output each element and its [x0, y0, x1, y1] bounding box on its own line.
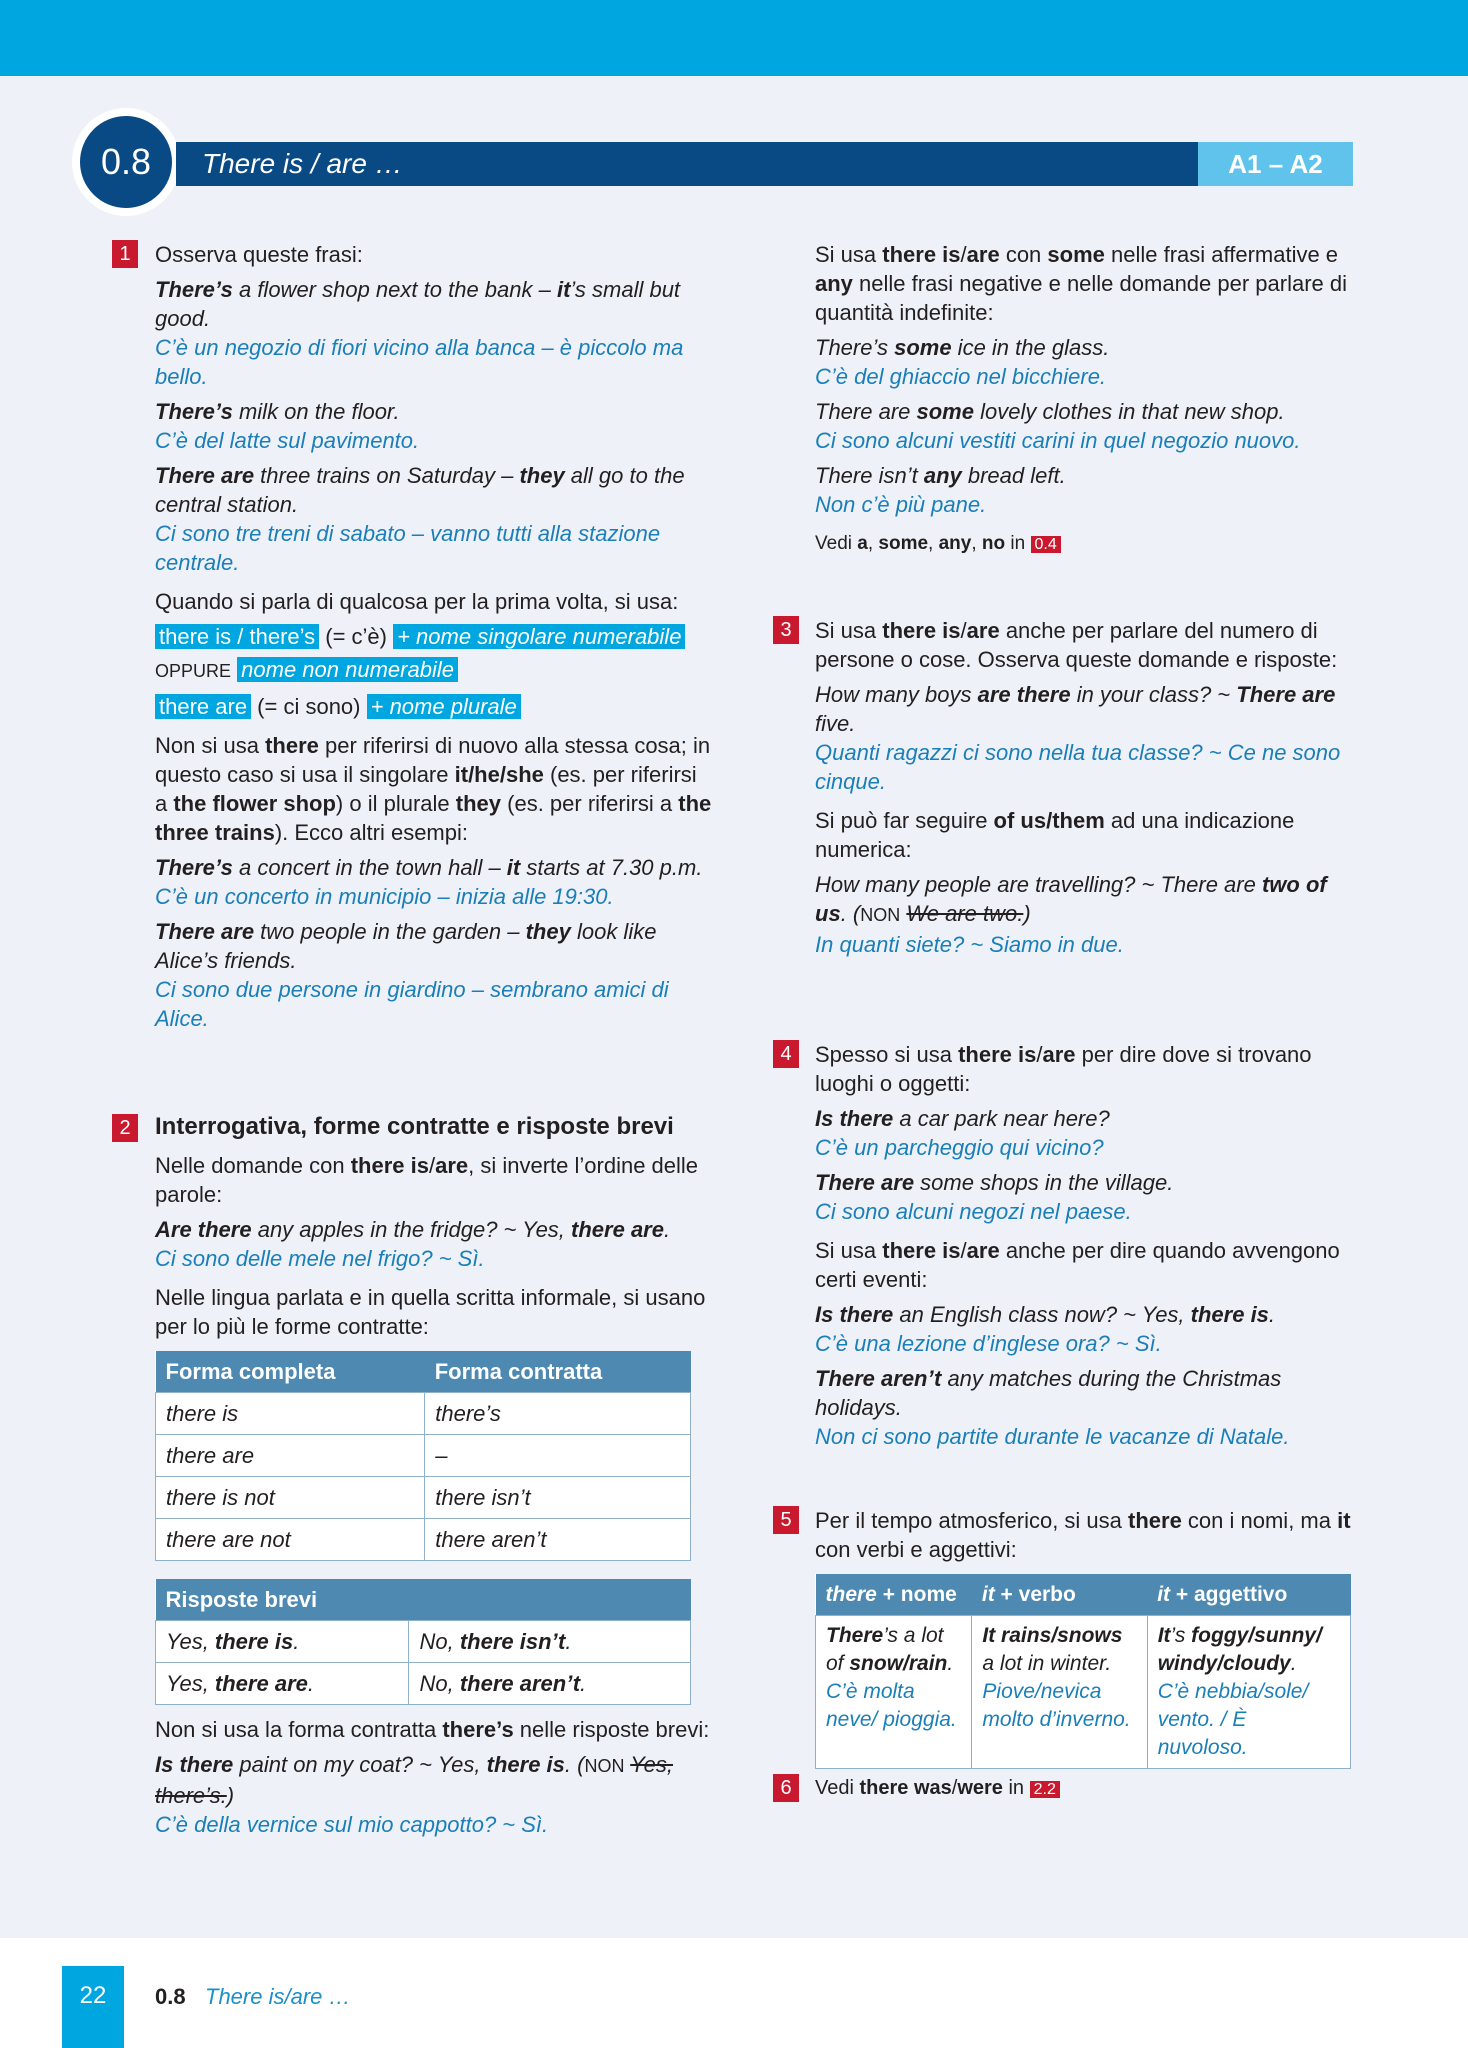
example-it: C’è della vernice sul mio cappotto? ~ Sì.	[155, 1812, 549, 1837]
example-en: There are three trains on Saturday – they all go to the central station.	[155, 463, 685, 517]
weather-table	[815, 1574, 1351, 1769]
table-row: there are –	[156, 1435, 691, 1477]
right-paragraph-1: Si usa there is/are con some nelle frasi affermative e any nelle frasi negative e nelle domande per parlare di quantità indefinite:	[815, 242, 1348, 325]
table-row: there are not there aren’t	[156, 1519, 691, 1561]
table-row: there is not there isn’t	[156, 1477, 691, 1519]
example-it: C’è del latte sul pavimento.	[155, 428, 420, 453]
s4-paragraph-1: Spesso si usa there is/are per dire dove si trovano luoghi o oggetti:	[815, 1042, 1312, 1096]
example-en: Are there any apples in the fridge? ~ Yes, there are.	[155, 1217, 671, 1242]
example-it: Ci sono tre treni di sabato – vanno tutti alla stazione centrale.	[155, 521, 661, 575]
table-header: it + aggettivo	[1147, 1574, 1350, 1616]
section-number-4: 4	[773, 1040, 799, 1068]
section-2-heading: Interrogativa, forme contratte e risposte brevi	[155, 1113, 674, 1140]
example-it: Quanti ragazzi ci sono nella tua classe? ~ Ce ne sono cinque.	[815, 740, 1341, 794]
example-it: C’è del ghiaccio nel bicchiere.	[815, 364, 1107, 389]
right-column-section-6	[815, 1774, 1360, 1804]
example-en: There are some lovely clothes in that new shop.	[815, 399, 1285, 424]
table-header: there + nome	[816, 1574, 972, 1616]
example-it: In quanti siete? ~ Siamo in due.	[815, 932, 1124, 957]
s6-see-also: Vedi there was/were in 2.2	[815, 1774, 1360, 1804]
top-color-band	[0, 0, 1468, 76]
example-it: Non ci sono partite durante le vacanze di Natale.	[815, 1424, 1290, 1449]
s2-paragraph-1: Nelle domande con there is/are, si inverte l’ordine delle parole:	[155, 1153, 699, 1207]
right-column-section-4	[815, 1040, 1360, 1451]
table-row: there is there’s	[156, 1393, 691, 1435]
example-en: Is there an English class now? ~ Yes, there is.	[815, 1302, 1276, 1327]
example-it: Ci sono delle mele nel frigo? ~ Sì.	[155, 1246, 485, 1271]
formula-there-are: there are (= ci sono) + nome plurale	[155, 692, 715, 721]
formula-oppure: OPPURE nome non numerabile	[155, 655, 715, 686]
see-also-note: Vedi a, some, any, no in 0.4	[815, 529, 1360, 559]
s2-paragraph-3: Non si usa la forma contratta there’s nelle risposte brevi:	[155, 1717, 710, 1742]
example-en: How many people are travelling? ~ There are two of us. (NON We are two.)	[815, 872, 1327, 926]
example-it: C’è un concerto in municipio – inizia alle 19:30.	[155, 884, 614, 909]
right-column-section-3	[815, 616, 1360, 959]
example-it: C’è un parcheggio qui vicino?	[815, 1135, 1104, 1160]
level-badge: A1 – A2	[1198, 142, 1353, 186]
page-number: 22	[62, 1966, 124, 2048]
left-column-section-2	[155, 1112, 715, 1839]
contractions-table	[155, 1351, 691, 1561]
first-time-text: Quando si parla di qualcosa per la prima volta, si usa:	[155, 589, 679, 614]
example-en: There isn’t any bread left.	[815, 463, 1066, 488]
example-it: Ci sono alcuni negozi nel paese.	[815, 1199, 1132, 1224]
table-row	[816, 1616, 1351, 1769]
formula-there-is: there is / there’s (= c’è) + nome singolare numerabile	[155, 622, 715, 651]
left-column	[155, 240, 715, 1033]
table-header: Forma completa	[156, 1351, 425, 1393]
section-number-3: 3	[773, 616, 799, 644]
table-cell: It rains/snows a lot in winter. Piove/nevica molto d’inverno.	[972, 1616, 1147, 1769]
example-en: How many boys are there in your class? ~ There are five.	[815, 682, 1336, 736]
table-cell: It’s foggy/sunny/ windy/cloudy. C’è nebbia/sole/ vento. / È nuvoloso.	[1147, 1616, 1350, 1769]
example-en: Is there paint on my coat? ~ Yes, there is. (NON Yes, there’s.)	[155, 1752, 673, 1808]
section-number-1: 1	[112, 240, 138, 268]
s2-paragraph-2: Nelle lingua parlata e in quella scritta informale, si usano per lo più le forme contratte:	[155, 1285, 706, 1339]
section-number-badge: 0.8	[80, 116, 172, 208]
s1-intro: Osserva queste frasi:	[155, 242, 363, 267]
page-title: There is / are …	[176, 142, 1198, 186]
example-en: There’s a concert in the town hall – it starts at 7.30 p.m.	[155, 855, 703, 880]
explanation-paragraph: Non si usa there per riferirsi di nuovo alla stessa cosa; in questo caso si usa il singolare it/he/she (es. per riferirsi a the flower shop) o il plurale they (es. per riferirsi a the three trains). Ecco altri esempi:	[155, 733, 712, 845]
example-it: Non c’è più pane.	[815, 492, 987, 517]
section-number-5: 5	[773, 1506, 799, 1534]
example-en: There are two people in the garden – they look like Alice’s friends.	[155, 919, 657, 973]
short-answers-table	[155, 1579, 691, 1705]
example-en: There’s a flower shop next to the bank – it’s small but good.	[155, 277, 681, 331]
s4-paragraph-2: Si usa there is/are anche per dire quando avvengono certi eventi:	[815, 1238, 1340, 1292]
example-en: There are some shops in the village.	[815, 1170, 1174, 1195]
example-it: C’è un negozio di fiori vicino alla banca – è piccolo ma bello.	[155, 335, 684, 389]
table-cell: There’s a lot of snow/rain. C’è molta neve/ pioggia.	[816, 1616, 972, 1769]
table-row: Yes, there is. No, there isn’t.	[156, 1621, 691, 1663]
right-column-section-5	[815, 1506, 1360, 1769]
example-it: Ci sono due persone in giardino – sembrano amici di Alice.	[155, 977, 669, 1031]
example-it: Ci sono alcuni vestiti carini in quel negozio nuovo.	[815, 428, 1301, 453]
example-en: There aren’t any matches during the Christmas holidays.	[815, 1366, 1282, 1420]
s3-paragraph-2: Si può far seguire of us/them ad una indicazione numerica:	[815, 808, 1295, 862]
section-number-2: 2	[112, 1114, 138, 1142]
section-number-6: 6	[773, 1774, 799, 1802]
example-en: Is there a car park near here?	[815, 1106, 1110, 1131]
reference-link[interactable]: 0.4	[1031, 536, 1061, 553]
example-en: There’s milk on the floor.	[155, 399, 400, 424]
example-en: There’s some ice in the glass.	[815, 335, 1110, 360]
footer-title: There is/are …	[205, 1984, 351, 2009]
footer-section: 0.8	[155, 1984, 186, 2009]
s3-paragraph-1: Si usa there is/are anche per parlare del numero di persone o cose. Osserva queste domande e risposte:	[815, 618, 1338, 672]
table-header: Risposte brevi	[156, 1579, 691, 1621]
s5-paragraph-1: Per il tempo atmosferico, si usa there con i nomi, ma it con verbi e aggettivi:	[815, 1508, 1351, 1562]
example-it: C’è una lezione d’inglese ora? ~ Sì.	[815, 1331, 1162, 1356]
reference-link[interactable]: 2.2	[1030, 1781, 1060, 1798]
right-column	[815, 240, 1360, 559]
table-header: Forma contratta	[425, 1351, 691, 1393]
table-row: Yes, there are. No, there aren’t.	[156, 1663, 691, 1705]
table-header: it + verbo	[972, 1574, 1147, 1616]
